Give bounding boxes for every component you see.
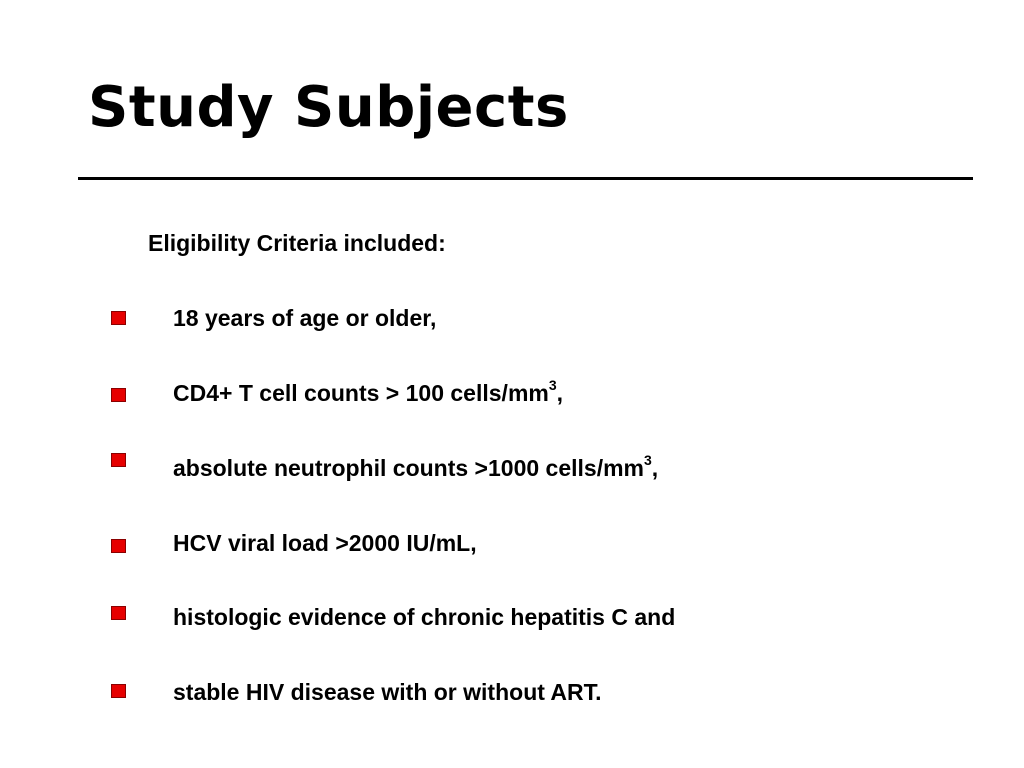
criteria-item-text: [173, 602, 675, 632]
criteria-item-main: histologic evidence of chronic hepatitis C and: [173, 604, 676, 630]
criteria-heading: Eligibility Criteria included:: [148, 230, 446, 256]
square-bullet-icon: [111, 539, 126, 553]
criteria-item: [0, 602, 1024, 632]
criteria-item-text: [173, 528, 477, 558]
criteria-item-superscript: 3: [548, 377, 557, 394]
criteria-item-text: [173, 677, 602, 707]
title-divider: [78, 177, 973, 180]
criteria-item: [0, 453, 1024, 483]
square-bullet-icon: [111, 388, 126, 402]
criteria-item-main: 18 years of age or older,: [173, 305, 437, 331]
square-bullet-icon: [111, 606, 126, 620]
criteria-item-main: stable HIV disease with or without ART.: [173, 679, 602, 705]
criteria-item: [0, 303, 1024, 333]
criteria-item-text: [173, 378, 563, 408]
square-bullet-icon: [111, 453, 126, 467]
square-bullet-icon: [111, 684, 126, 698]
criteria-item: [0, 378, 1024, 408]
criteria-item-suffix: ,: [556, 380, 564, 406]
slide-title: Study Subjects: [88, 75, 569, 140]
criteria-item: [0, 677, 1024, 707]
criteria-item-main: CD4+ T cell counts > 100 cells/mm: [173, 380, 549, 406]
criteria-item-main: absolute neutrophil counts >1000 cells/mm: [173, 455, 644, 481]
criteria-item-superscript: 3: [644, 452, 652, 469]
criteria-item-suffix: ,: [651, 455, 659, 481]
criteria-item-text: [173, 303, 436, 333]
square-bullet-icon: [111, 311, 126, 325]
criteria-item-text: [173, 453, 658, 483]
criteria-item: [0, 528, 1024, 558]
criteria-item-main: HCV viral load >2000 IU/mL,: [173, 530, 477, 556]
